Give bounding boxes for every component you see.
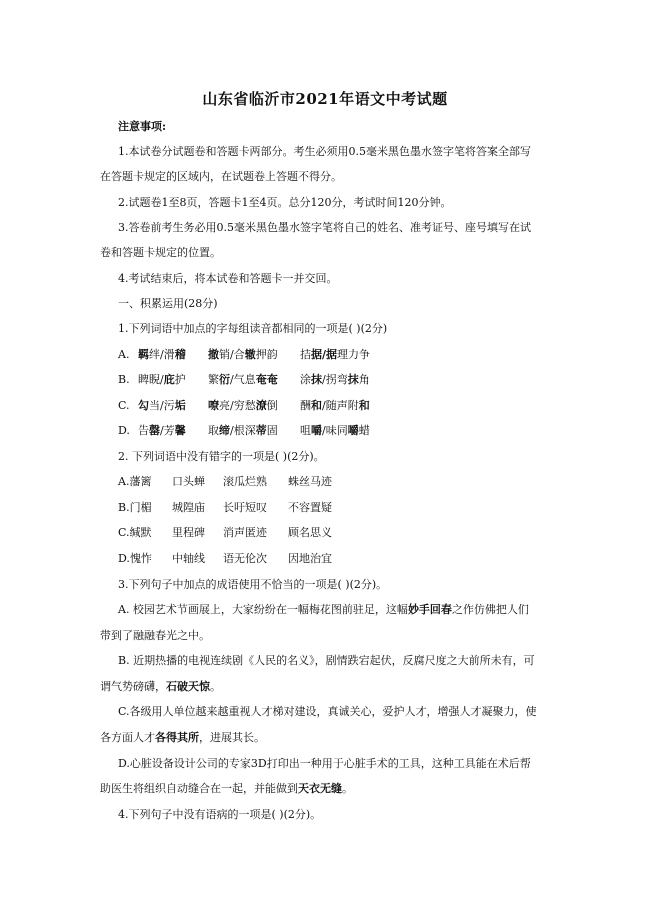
q1-option-a — [118, 348, 129, 362]
question-1-stem: 1.下列词语中加点的字每组读音都相同的一项是( )(2分) — [118, 322, 388, 335]
q3-option-b-line2 — [100, 680, 221, 694]
question-3-stem: 3.下列句子中加点的成语使用不恰当的一项是( )(2分)。 — [118, 578, 388, 591]
q2-option-c — [118, 526, 152, 540]
q2-d-word2: 中轴线 — [172, 552, 205, 565]
q1-d-word2 — [208, 424, 278, 438]
q1-a-word3 — [300, 348, 370, 362]
word-text: /味同 — [322, 424, 348, 437]
dotted-char: 罄 — [149, 424, 160, 437]
question-2-stem: 2. 下列词语中没有错字的一项是( )(2分)。 — [118, 450, 325, 463]
q2-d-word4: 因地治宜 — [288, 552, 332, 565]
word-text: 拮 — [300, 348, 311, 361]
word-text: 睨/ — [149, 373, 164, 386]
q3-option-b-line1: B. 近期热播的电视连续剧《人民的名义》，剧情跌宕起伏，反腐尺度之大前所未有，可 — [118, 654, 535, 667]
dotted-char: 馨 — [174, 424, 186, 437]
word-text: 当/污 — [149, 399, 175, 412]
q1-c-word2 — [208, 399, 278, 413]
q3-option-a-line1 — [118, 603, 529, 617]
dotted-char: 和 — [358, 399, 370, 412]
word-text: 护 — [174, 373, 186, 386]
dotted-char: 嘹 — [208, 399, 219, 412]
dotted-char: 抹 — [347, 373, 359, 386]
sentence-text: 助医生将组织自动缝合在一起，并能做到 — [100, 782, 298, 795]
q1-c-word1 — [138, 399, 186, 413]
q1-b-word1 — [138, 373, 186, 387]
option-label: A. — [118, 475, 130, 488]
dotted-char: 稽 — [174, 348, 186, 361]
q2-b-word2: 城隍庙 — [172, 501, 205, 514]
word-text: 理力争 — [337, 348, 371, 361]
word-text: /芳 — [160, 424, 175, 437]
dotted-char: 庇 — [163, 373, 175, 386]
dotted-char: 缔 — [219, 424, 230, 437]
q2-d-word3: 语无伦次 — [223, 552, 267, 565]
option-label: A. — [118, 348, 130, 361]
q1-option-c — [118, 399, 130, 413]
word-text: 门楣 — [129, 501, 152, 514]
dotted-char: 奄奄 — [255, 373, 278, 386]
word-text: 蜡 — [358, 424, 370, 437]
word-text: 角 — [358, 373, 370, 386]
dotted-char: 垢 — [174, 399, 186, 412]
word-text: 咀 — [300, 424, 311, 437]
dotted-char: 衍 — [219, 373, 230, 386]
q3-option-d-line1: D.心脏设备设计公司的专家3D打印出一种用于心脏手术的工具，这种工具能在术后帮 — [118, 757, 531, 770]
q3-option-c-line1: C.各级用人单位越来越重视人才梯对建设，真诚关心，爱护人才，增强人才凝聚力，使 — [118, 705, 537, 718]
q2-a-word2: 口头蝉 — [172, 475, 205, 488]
sentence-text: 。 — [210, 680, 221, 693]
sentence-text: A. 校园艺术节画展上，大家纷纷在一幅梅花图前驻足，这幅 — [118, 603, 408, 616]
q1-a-word2 — [208, 348, 278, 362]
word-text: /根深 — [230, 424, 256, 437]
q1-b-word2 — [208, 373, 278, 387]
option-label: B. — [118, 501, 130, 514]
sentence-text: 之作仿佛把人们 — [451, 603, 529, 616]
q1-d-word3 — [300, 424, 370, 438]
notice-item: 卷和答题卡规定的位置。 — [100, 246, 221, 259]
word-text: 繁 — [208, 373, 219, 386]
dotted-char: 据 — [326, 348, 338, 361]
q3-option-c-line2 — [100, 731, 265, 745]
option-label: D. — [118, 424, 130, 437]
dotted-char: 撤 — [208, 348, 219, 361]
dotted-char: 据/ — [311, 348, 327, 361]
word-text: 涂 — [300, 373, 311, 386]
word-text: /随声附 — [322, 399, 359, 412]
q2-option-d — [118, 552, 152, 566]
notice-item: 在答题卡规定的区域内，在试题卷上答题不得分。 — [100, 170, 342, 183]
word-text: 取 — [208, 424, 219, 437]
sentence-text: 谓气势磅礴， — [100, 680, 166, 693]
dotted-char: 抹 — [311, 373, 322, 386]
word-text: 睥 — [138, 373, 149, 386]
word-text: 藩篱 — [129, 475, 152, 488]
q2-option-a — [118, 475, 151, 489]
word-text: 销/合 — [219, 348, 245, 361]
dotted-char: 嚼 — [347, 424, 359, 437]
word-text: 绊/滑 — [149, 348, 175, 361]
word-text: /拐弯 — [322, 373, 348, 386]
q2-c-word2: 里程碑 — [172, 526, 205, 539]
sentence-text: 各方面人才 — [100, 731, 155, 744]
page-title: 山东省临沂市2021年语文中考试题 — [202, 90, 448, 108]
notice-item: 2.试题卷1至8页，答题卡1至4页。总分120分，考试时间120分钟。 — [118, 196, 452, 209]
word-text: 酬 — [300, 399, 311, 412]
sentence-text: 。 — [342, 782, 353, 795]
option-label: B. — [118, 373, 130, 386]
q1-b-word3 — [300, 373, 370, 387]
dotted-char: 嚼 — [311, 424, 322, 437]
word-text: /气息 — [230, 373, 256, 386]
notice-item: 3.答卷前考生务必用0.5毫米黑色墨水签字笔将自己的姓名、准考证号、座号填写在试 — [118, 221, 531, 234]
dotted-char: 辙 — [244, 348, 256, 361]
dotted-char: 勾 — [138, 399, 149, 412]
dotted-idiom: 妙手回春 — [407, 603, 452, 616]
q2-a-word3: 滚瓜烂熟 — [223, 475, 267, 488]
option-label: C. — [118, 526, 130, 539]
q3-option-a-line2: 带到了融融春光之中。 — [100, 629, 210, 642]
notice-item: 4.考试结束后，将本试卷和答题卡一并交回。 — [118, 272, 338, 285]
dotted-idiom: 石破天惊 — [166, 680, 210, 693]
q2-b-word3: 长吁短叹 — [223, 501, 267, 514]
dotted-char: 羁 — [138, 348, 149, 361]
dotted-char: 蒂 — [255, 424, 267, 437]
q2-option-b — [118, 501, 152, 515]
q1-d-word1 — [138, 424, 186, 438]
q1-option-b — [118, 373, 130, 387]
q1-c-word3 — [300, 399, 370, 413]
word-text: 亮/穷愁 — [219, 399, 256, 412]
section-heading: 一、积累运用(28分) — [118, 297, 218, 310]
notice-heading: 注意事项: — [118, 120, 167, 133]
q3-option-d-line2 — [100, 782, 353, 796]
q2-b-word4: 不容置疑 — [288, 501, 332, 514]
word-text: 愧怍 — [129, 552, 152, 565]
q2-c-word3: 消声匿迹 — [223, 526, 267, 539]
q1-a-word1 — [138, 348, 186, 362]
word-text: 固 — [266, 424, 278, 437]
word-text: 告 — [138, 424, 149, 437]
word-text: 押韵 — [255, 348, 278, 361]
q1-option-d — [118, 424, 130, 438]
q2-a-word4: 蛛丝马迹 — [288, 475, 332, 488]
dotted-idiom: 天衣无缝 — [298, 782, 342, 795]
dotted-char: 和 — [311, 399, 322, 412]
dotted-char: 潦 — [255, 399, 267, 412]
q2-c-word4: 顾名思义 — [288, 526, 332, 539]
notice-item: 1.本试卷分试题卷和答题卡两部分。考生必须用0.5毫米黑色墨水签字笔将答案全部写 — [118, 145, 531, 158]
question-4-stem: 4.下列句子中没有语病的一项是( )(2分)。 — [118, 808, 322, 821]
option-label: C. — [118, 399, 130, 412]
word-text: 倒 — [266, 399, 278, 412]
option-label: D. — [118, 552, 130, 565]
dotted-idiom: 各得其所 — [155, 731, 199, 744]
sentence-text: ，进展其长。 — [199, 731, 265, 744]
word-text: 缄默 — [129, 526, 152, 539]
